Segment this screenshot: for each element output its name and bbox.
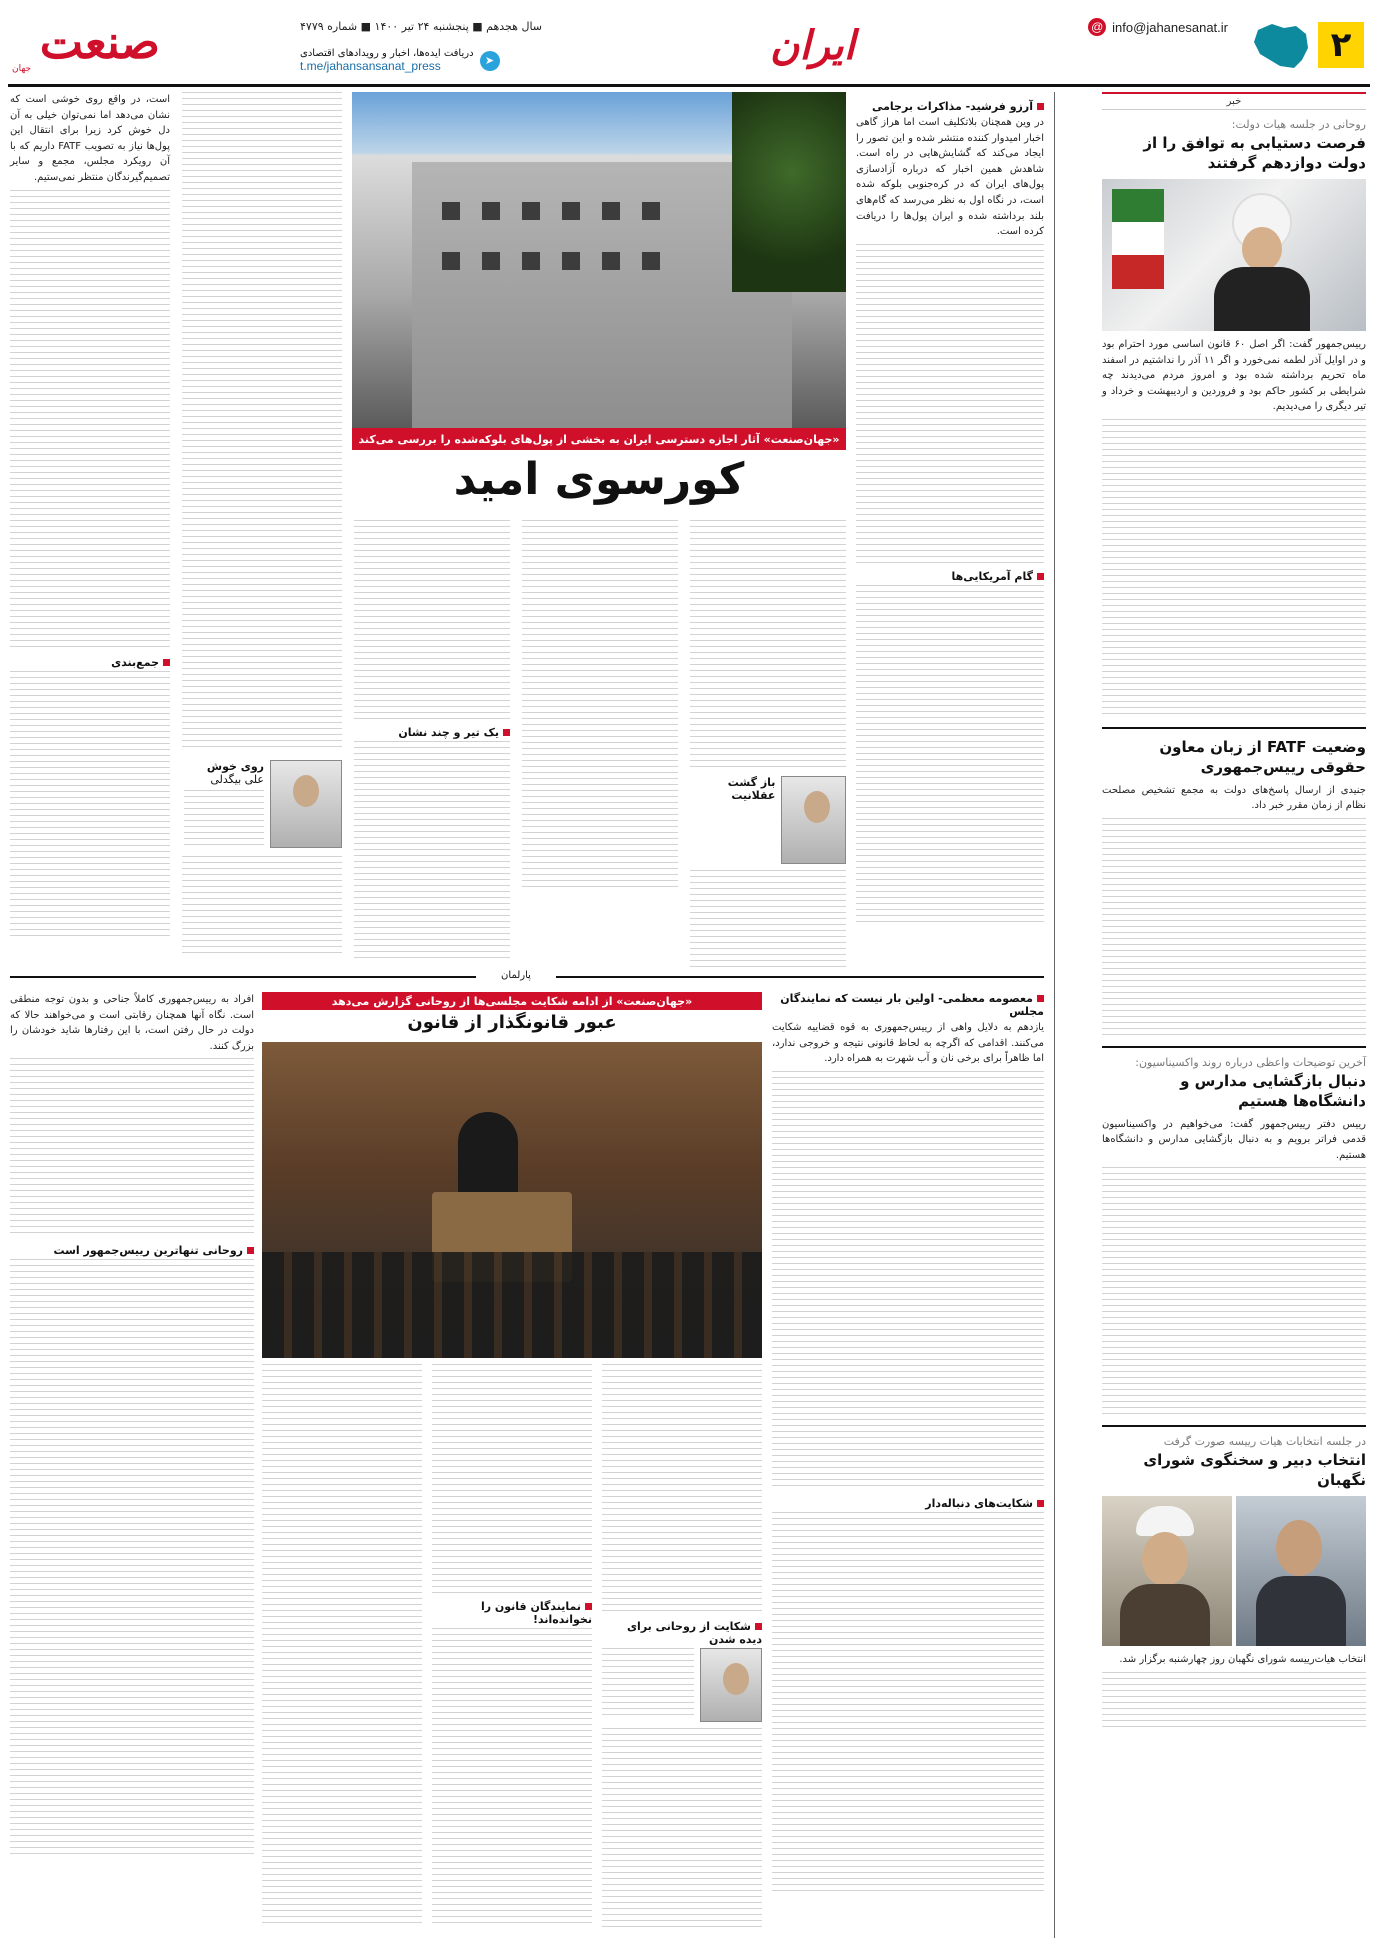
- right-news-column: [1102, 92, 1366, 1942]
- story3-headline[interactable]: دنبال بازگشایی مدارس و دانشگاه‌ها هستیم: [1180, 1071, 1366, 1110]
- divider: [1102, 727, 1366, 729]
- subhead-seen: شکایت از روحانی برای دیده شدن: [602, 1620, 762, 1646]
- bigdeli-portrait: [270, 760, 342, 848]
- bottom-left-column: [10, 992, 254, 1938]
- story4-lead: انتخاب هیات‌رییسه شورای نگهبان روز چهارشنبه برگزار شد.: [1119, 1654, 1366, 1665]
- left-col-body-2: [10, 671, 170, 941]
- main-story-mid-column: [182, 92, 342, 972]
- story4-body: [1102, 1672, 1366, 1732]
- bottom-center-body: [262, 1364, 422, 1924]
- story1-headline[interactable]: فرصت دستیابی به توافق را از دولت دوازدهم گرفتند: [1143, 134, 1366, 172]
- header-rule: [8, 84, 1370, 87]
- subhead-arrow: یک تیر و چند نشان: [354, 726, 510, 739]
- interview-body-2: [354, 741, 510, 961]
- email-text[interactable]: info@jahanesanat.ir: [1112, 19, 1228, 35]
- story1-lead: رییس‌جمهور گفت: اگر اصل ۶۰ قانون اساسی مورد احترام بود و در اوایل آذر لطمه نمی‌خورد و اگر ۱۱ آذر را نداشتیم در اسفند ماه تحریم برداشته شده بود و امروز مردم می‌دیدند چه شرایطی بر کشور حاکم بود و فروردین و اردیبهشت و خرداد و تیر دیگری را می‌دیدیم.: [1102, 339, 1366, 412]
- interview-column-3: [354, 520, 510, 970]
- story3-lead: رییس دفتر رییس‌جمهور گفت: می‌خواهیم در واکسیناسیون قدمی فراتر برویم و به دنبال بازگشایی مدارس و دانشگاه‌ها هستیم.: [1102, 1118, 1366, 1161]
- bottom-left-lead: افراد به رییس‌جمهوری کاملاً جناحی و بدون توجه منطقی است. نگاه آنها همچنان رقابتی است و می‌خواهند حالا که دولت در حال رفتن است، با این رفتارها شاید خودشان را بزرگ کنند.: [10, 994, 254, 1052]
- newspaper-logo: [10, 14, 160, 78]
- story1-body: [1102, 419, 1366, 719]
- bottom-left-body-2: [10, 1259, 254, 1859]
- mid-col-body-2: [182, 856, 342, 956]
- interview-body-2: [690, 870, 846, 970]
- bottom-center-body: [602, 1728, 762, 1928]
- bottom-center-body: [432, 1628, 592, 1928]
- interview-subhead: باز گشت عقلانیت: [727, 776, 776, 802]
- council-secretary-photo: [1102, 1496, 1232, 1646]
- story2-body: [1102, 818, 1366, 1038]
- interview-column-1: [690, 520, 846, 970]
- bottom-body-2: [772, 1512, 1044, 1892]
- state-department-photo: [352, 92, 846, 428]
- section-title: ایران: [770, 22, 855, 69]
- story1-kicker: روحانی در جلسه هیات دولت:: [1231, 118, 1366, 131]
- left-col-lead: است، در واقع روی خوشی است که نشان می‌دهد اما نمی‌توان خیلی به آن دل خوش کرد زیرا برای انتقال این پول‌ها نیاز به تصویب FATF داریم که با آن رویکرد مجلس، مجمع و سایر تصمیم‌گیرندگان منتظر نمی‌ستیم.: [10, 94, 170, 183]
- interview-text: [184, 790, 264, 850]
- interview-body: [690, 520, 846, 770]
- bottom-center-text: [262, 1364, 762, 1938]
- main-kicker: «جهان‌صنعت» آثار اجازه دسترسی ایران به بخشی از پول‌های بلوکه‌شده را بررسی می‌کند: [352, 428, 846, 450]
- divider: [1102, 1425, 1366, 1427]
- subhead-americans: گام آمریکایی‌ها: [856, 570, 1044, 583]
- bottom-lead: یازدهم به دلایل واهی از رییس‌جمهوری به قوه قضاییه شکایت می‌کنند. اقدامی که اگرچه به لحاظ قانونی نتیجه و خروجی ندارد، اما ظاهراً برای برخی نان و آب شهرت به همراه دارد.: [772, 1022, 1044, 1065]
- parliament-photo: [262, 1042, 762, 1358]
- bottom-author: معصومه معظمی- اولین بار نیست که نمایندگان مجلس: [772, 992, 1044, 1018]
- story2-lead: جنیدی از ارسال پاسخ‌های دولت به مجمع تشخیص مصلحت نظام از زمان مقرر خبر داد.: [1102, 784, 1366, 811]
- bottom-headline[interactable]: عبور قانونگذار از قانون: [407, 1012, 617, 1033]
- main-lead: در وین همچنان بلاتکلیف است اما هراز گاهی اخبار امیدوار کننده منتشر شده و این تصور را ایجاد می‌کند که گشایش‌هایی در راه است. شاهدش همین اخبار که درباره آزادسازی پول‌های ایران که در کره‌جنوبی بلوکه شده است، در نگاه اول به نظر می‌رسد که گام‌های بلند برداشته شده و ایران پول‌ها را دریافت کرده است.: [856, 117, 1044, 238]
- telegram-icon: ➤: [480, 51, 500, 71]
- issue-line: سال هجدهم ■ پنجشنبه ۲۴ تیر ۱۴۰۰ ■ شماره ۴۷۷۹: [300, 20, 543, 33]
- mid-col-body: [182, 92, 342, 752]
- story3-body: [1102, 1167, 1366, 1417]
- interview-body: [522, 520, 678, 890]
- page-header: [0, 0, 1378, 86]
- bottom-center-body: [602, 1364, 762, 1614]
- interview-column-2: [522, 520, 678, 970]
- interview-label: روی خوش: [206, 760, 264, 773]
- main-body: [856, 244, 1044, 564]
- subhead-summary: جمع‌بندی: [10, 656, 170, 669]
- logo-sub: جهان: [12, 64, 32, 74]
- bottom-center-body: [432, 1364, 592, 1594]
- main-headline[interactable]: کورسوی امید: [453, 454, 745, 505]
- bottom-body: [772, 1071, 1044, 1491]
- bottom-center-body: [602, 1648, 694, 1720]
- story3-kicker: آخرین توضیحات واعظی درباره روند واکسیناسیون:: [1135, 1055, 1366, 1069]
- interviews-block: [352, 520, 846, 970]
- subhead-complaints: شکایت‌های دنباله‌دار: [772, 1497, 1044, 1510]
- bottom-center-col-2: [432, 1364, 592, 1928]
- bottom-left-body: [10, 1058, 254, 1238]
- interview-body: [354, 520, 510, 720]
- telegram-block[interactable]: [300, 48, 500, 73]
- telegram-text: دریافت ایده‌ها، اخبار و رویدادهای اقتصادی: [300, 48, 474, 59]
- logo-text: صنعت: [39, 15, 160, 69]
- story4-headline[interactable]: انتخاب دبیر و سخنگوی شورای نگهبان: [1143, 1451, 1366, 1489]
- council-member-photo: [1236, 1496, 1366, 1646]
- left-col-body: [10, 190, 170, 650]
- bottom-center-col-3: [262, 1364, 422, 1924]
- bottom-center-col-1: [602, 1364, 762, 1928]
- bottom-right-column: [772, 992, 1044, 1938]
- expert-portrait: [781, 776, 846, 864]
- mp-portrait: [700, 1648, 762, 1722]
- rouhani-photo: [1102, 179, 1366, 331]
- subhead-loneliest: روحانی تنهاترین رییس‌جمهور است: [10, 1244, 254, 1257]
- main-story-column: [856, 100, 1044, 970]
- interviewee-name: علی بیگدلی: [210, 773, 264, 786]
- story4-kicker: در جلسه انتخابات هیات رییسه صورت گرفت: [1163, 1435, 1366, 1448]
- interview-bigdeli: [182, 760, 342, 850]
- column-rule: [1054, 92, 1055, 1938]
- story2-headline[interactable]: وضعیت FATF از زبان معاون حقوقی رییس‌جمهوری: [1159, 737, 1366, 776]
- section-tag: خبر: [1102, 92, 1366, 110]
- divider: [1102, 1046, 1366, 1048]
- main-story-left-column: [10, 92, 170, 972]
- council-photos: [1102, 1496, 1366, 1646]
- page-number: ۲: [1318, 22, 1364, 68]
- main-author: آرزو فرشید- مذاکرات برجامی: [856, 100, 1044, 113]
- main-body-2: [856, 585, 1044, 925]
- telegram-url[interactable]: t.me/jahansansanat_press: [300, 59, 441, 73]
- bottom-section-tag: پارلمان: [476, 970, 556, 984]
- contact-email[interactable]: [1088, 18, 1228, 36]
- bottom-kicker: «جهان‌صنعت» از ادامه شکایت مجلسی‌ها از روحانی گزارش می‌دهد: [262, 992, 762, 1010]
- email-icon: @: [1088, 18, 1106, 36]
- subhead-law: نمایندگان قانون را نخوانده‌اند!: [432, 1600, 592, 1626]
- iran-map-icon: [1250, 20, 1312, 72]
